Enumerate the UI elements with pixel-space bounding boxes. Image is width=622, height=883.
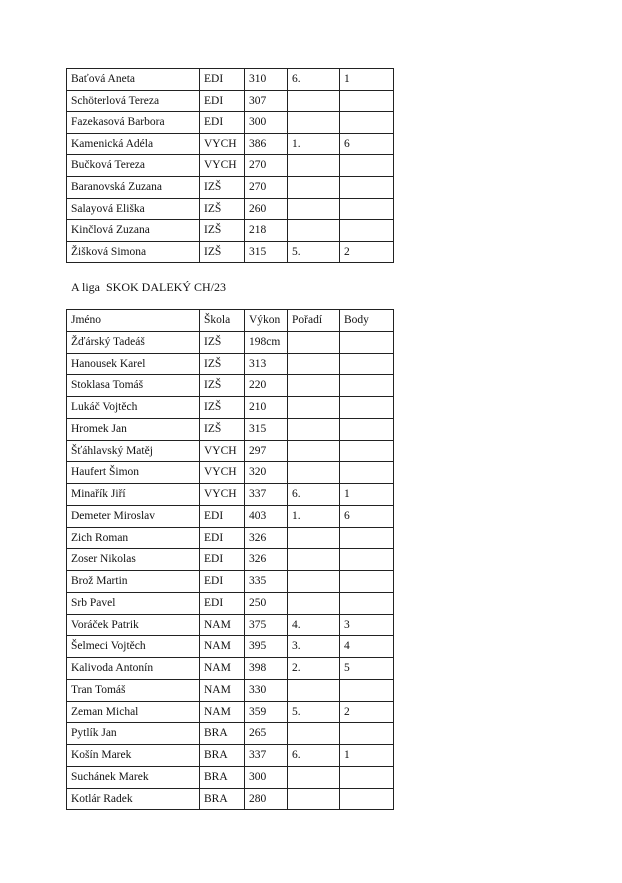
rank-cell [288,549,340,571]
name-cell: Žišková Simona [67,241,200,263]
school-cell: BRA [200,788,245,810]
points-cell: 1 [340,745,394,767]
result-cell: 315 [245,241,288,263]
header-result: Výkon [245,310,288,332]
name-cell: Pytlík Jan [67,723,200,745]
name-cell: Hromek Jan [67,418,200,440]
school-cell: EDI [200,571,245,593]
rank-cell: 1. [288,133,340,155]
name-cell: Schöterlová Tereza [67,90,200,112]
school-cell: IZŠ [200,198,245,220]
table-row [67,155,394,177]
school-cell: VYCH [200,155,245,177]
school-cell: VYCH [200,462,245,484]
school-cell: IZŠ [200,176,245,198]
points-cell: 1 [340,484,394,506]
name-cell: Baranovská Zuzana [67,176,200,198]
name-cell: Salayová Eliška [67,198,200,220]
result-cell: 265 [245,723,288,745]
result-cell: 270 [245,155,288,177]
points-cell [340,198,394,220]
result-cell: 310 [245,69,288,91]
rank-cell [288,723,340,745]
table-row [67,331,394,353]
rank-cell [288,220,340,242]
school-cell: EDI [200,112,245,134]
name-cell: Zeman Michal [67,701,200,723]
points-cell [340,155,394,177]
points-cell [340,375,394,397]
result-cell: 335 [245,571,288,593]
rank-cell: 3. [288,636,340,658]
name-cell: Šelmeci Vojtěch [67,636,200,658]
school-cell: VYCH [200,484,245,506]
school-cell: IZŠ [200,375,245,397]
points-cell: 4 [340,636,394,658]
result-cell: 270 [245,176,288,198]
table-row [67,440,394,462]
school-cell: IZŠ [200,241,245,263]
name-cell: Kotlár Radek [67,788,200,810]
table-row [67,112,394,134]
rank-cell [288,397,340,419]
result-cell: 398 [245,658,288,680]
school-cell: BRA [200,766,245,788]
points-cell [340,176,394,198]
result-cell: 220 [245,375,288,397]
name-cell: Kinčlová Zuzana [67,220,200,242]
result-cell: 326 [245,527,288,549]
result-cell: 300 [245,766,288,788]
points-cell [340,331,394,353]
table-row [67,527,394,549]
table-row [67,614,394,636]
result-cell: 375 [245,614,288,636]
school-cell: NAM [200,679,245,701]
points-cell [340,418,394,440]
points-cell [340,353,394,375]
name-cell: Demeter Miroslav [67,505,200,527]
result-cell: 260 [245,198,288,220]
result-cell: 337 [245,745,288,767]
points-cell [340,592,394,614]
rank-cell [288,418,340,440]
name-cell: Fazekasová Barbora [67,112,200,134]
school-cell: NAM [200,614,245,636]
name-cell: Hanousek Karel [67,353,200,375]
school-cell: IZŠ [200,418,245,440]
result-cell: 330 [245,679,288,701]
points-cell [340,112,394,134]
school-cell: NAM [200,658,245,680]
name-cell: Suchánek Marek [67,766,200,788]
result-cell: 198cm [245,331,288,353]
table-row [67,766,394,788]
rank-cell [288,527,340,549]
points-cell [340,462,394,484]
points-cell [340,723,394,745]
school-cell: VYCH [200,440,245,462]
points-cell [340,90,394,112]
header-points: Body [340,310,394,332]
header-rank: Pořadí [288,310,340,332]
rank-cell [288,90,340,112]
school-cell: IZŠ [200,353,245,375]
name-cell: Žďárský Tadeáš [67,331,200,353]
points-cell [340,788,394,810]
table-row [67,462,394,484]
rank-cell: 5. [288,241,340,263]
results-table-long-jump [66,309,394,810]
rank-cell [288,462,340,484]
table-row [67,133,394,155]
rank-cell [288,198,340,220]
table-row [67,90,394,112]
result-cell: 320 [245,462,288,484]
header-name: Jméno [67,310,200,332]
header-school: Škola [200,310,245,332]
points-cell [340,220,394,242]
school-cell: EDI [200,90,245,112]
result-cell: 218 [245,220,288,242]
school-cell: IZŠ [200,220,245,242]
table-row [67,658,394,680]
section-heading: A liga SKOK DALEKÝ CH/23 [71,280,226,294]
points-cell [340,766,394,788]
table-row [67,723,394,745]
result-cell: 315 [245,418,288,440]
result-cell: 300 [245,112,288,134]
school-cell: IZŠ [200,397,245,419]
table-row [67,241,394,263]
table-row [67,549,394,571]
result-cell: 307 [245,90,288,112]
rank-cell [288,176,340,198]
school-cell: EDI [200,592,245,614]
points-cell: 5 [340,658,394,680]
points-cell [340,527,394,549]
school-cell: BRA [200,745,245,767]
rank-cell [288,592,340,614]
table-row [67,679,394,701]
name-cell: Voráček Patrik [67,614,200,636]
table-row [67,220,394,242]
results-table-girls [66,68,394,263]
rank-cell: 6. [288,745,340,767]
rank-cell: 4. [288,614,340,636]
school-cell: BRA [200,723,245,745]
table-row [67,701,394,723]
table-row [67,353,394,375]
table-row [67,176,394,198]
table-row [67,484,394,506]
rank-cell [288,375,340,397]
result-cell: 359 [245,701,288,723]
table-row [67,592,394,614]
name-cell: Košín Marek [67,745,200,767]
rank-cell: 6. [288,69,340,91]
rank-cell [288,112,340,134]
school-cell: EDI [200,69,245,91]
name-cell: Srb Pavel [67,592,200,614]
name-cell: Tran Tomáš [67,679,200,701]
result-cell: 280 [245,788,288,810]
result-cell: 395 [245,636,288,658]
result-cell: 403 [245,505,288,527]
table-row [67,505,394,527]
table-row [67,418,394,440]
name-cell: Haufert Šimon [67,462,200,484]
rank-cell [288,440,340,462]
points-cell: 6 [340,133,394,155]
school-cell: EDI [200,527,245,549]
points-cell [340,571,394,593]
rank-cell: 2. [288,658,340,680]
rank-cell [288,155,340,177]
points-cell [340,549,394,571]
table-row [67,636,394,658]
table-row [67,198,394,220]
points-cell [340,440,394,462]
name-cell: Zoser Nikolas [67,549,200,571]
result-cell: 313 [245,353,288,375]
school-cell: IZŠ [200,331,245,353]
rank-cell [288,766,340,788]
name-cell: Šťáhlavský Matěj [67,440,200,462]
school-cell: NAM [200,701,245,723]
rank-cell: 1. [288,505,340,527]
name-cell: Bučková Tereza [67,155,200,177]
name-cell: Kalivoda Antonín [67,658,200,680]
result-cell: 337 [245,484,288,506]
rank-cell [288,571,340,593]
table-row [67,788,394,810]
rank-cell: 5. [288,701,340,723]
name-cell: Minařík Jiří [67,484,200,506]
points-cell: 2 [340,241,394,263]
table-row [67,571,394,593]
rank-cell [288,353,340,375]
name-cell: Stoklasa Tomáš [67,375,200,397]
name-cell: Zich Roman [67,527,200,549]
table-header-row [67,310,394,332]
result-cell: 210 [245,397,288,419]
points-cell: 1 [340,69,394,91]
school-cell: NAM [200,636,245,658]
table-row [67,69,394,91]
points-cell [340,397,394,419]
result-cell: 326 [245,549,288,571]
table-row [67,397,394,419]
school-cell: EDI [200,549,245,571]
rank-cell: 6. [288,484,340,506]
points-cell: 6 [340,505,394,527]
result-cell: 297 [245,440,288,462]
table-row [67,745,394,767]
rank-cell [288,331,340,353]
points-cell [340,679,394,701]
name-cell: Kamenická Adéla [67,133,200,155]
result-cell: 250 [245,592,288,614]
name-cell: Lukáč Vojtěch [67,397,200,419]
name-cell: Brož Martin [67,571,200,593]
name-cell: Baťová Aneta [67,69,200,91]
school-cell: EDI [200,505,245,527]
points-cell: 2 [340,701,394,723]
points-cell: 3 [340,614,394,636]
table-row [67,375,394,397]
result-cell: 386 [245,133,288,155]
rank-cell [288,788,340,810]
school-cell: VYCH [200,133,245,155]
rank-cell [288,679,340,701]
